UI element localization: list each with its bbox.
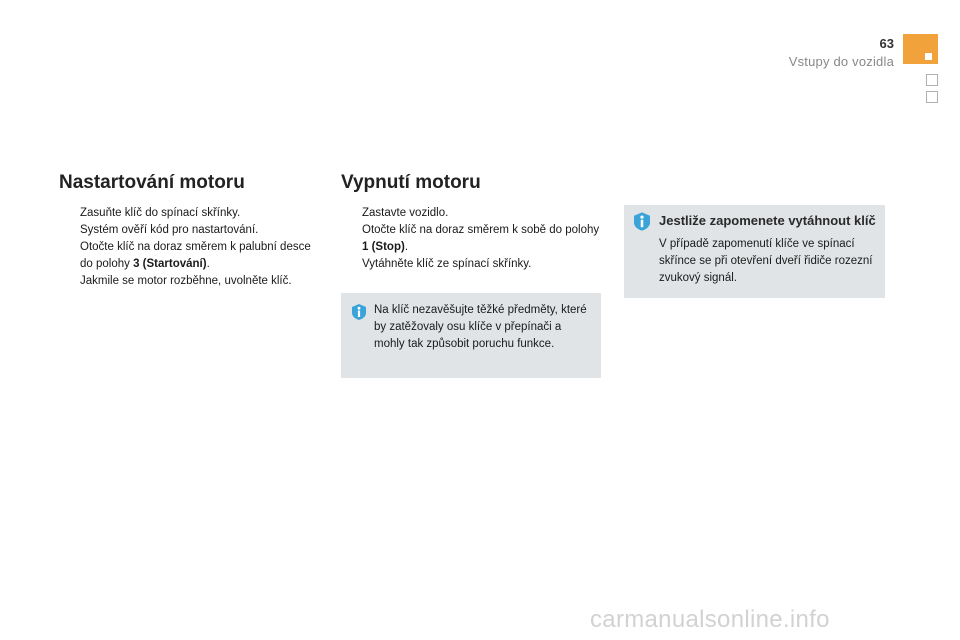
chapter-tab[interactable] <box>926 74 938 86</box>
chapter-tab-active[interactable] <box>903 34 938 64</box>
list-item: Otočte klíč na doraz směrem k sobě do polohy 1 (Stop). <box>362 224 600 253</box>
section-title: Vstupy do vozidla <box>788 54 894 69</box>
heading-starting-engine: Nastartování motoru <box>59 172 245 193</box>
info-icon <box>634 212 650 236</box>
chapter-tab[interactable] <box>926 91 938 103</box>
info-icon <box>352 304 366 325</box>
warning-note-text: Na klíč nezavěšujte těžké předměty, které by zatěžovaly osu klíče v přepínači a mohly tak způsobit poruchu funkce. <box>374 304 587 350</box>
info-box-text: V případě zapomenutí klíče ve spínací skřínce se při otevření dveří řidiče rozezní zvukový signál. <box>659 238 873 284</box>
info-box <box>624 205 885 298</box>
starting-steps-list <box>60 205 325 290</box>
info-box-title: Jestliže zapomenete vytáhnout klíč <box>659 213 876 228</box>
list-item: Zasuňte klíč do spínací skřínky. Systém ověří kód pro nastartování. <box>80 207 259 236</box>
stopping-steps-list <box>342 205 607 273</box>
watermark: carmanualsonline.info <box>590 606 830 633</box>
warning-note-box <box>341 293 601 378</box>
list-item: Vytáhněte klíč ze spínací skřínky. <box>362 258 532 270</box>
heading-stopping-engine: Vypnutí motoru <box>341 172 481 193</box>
list-item: Jakmile se motor rozběhne, uvolněte klíč. <box>80 275 292 287</box>
list-item: Zastavte vozidlo. <box>362 207 449 219</box>
page-number: 63 <box>879 36 894 51</box>
list-item: Otočte klíč na doraz směrem k palubní desce do polohy 3 (Startování). <box>80 241 311 270</box>
